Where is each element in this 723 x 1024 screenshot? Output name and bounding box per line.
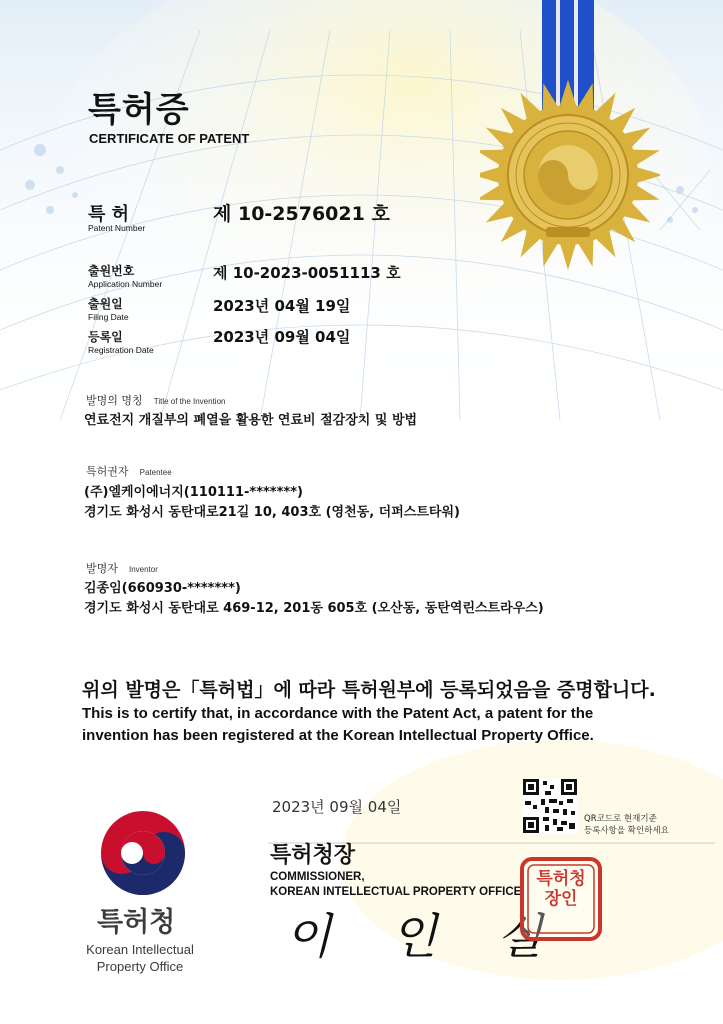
inventor-address: 경기도 화성시 동탄대로 469-12, 201동 605호 (오산동, 동탄역린스트라우스) — [84, 601, 544, 616]
registration-date-label-english: Registration Date — [88, 345, 154, 355]
invention-title: 연료전지 개질부의 폐열을 활용한 연료비 절감장치 및 방법 — [84, 413, 418, 428]
inventor-label: 발명자 — [86, 562, 118, 575]
application-number-label-english: Application Number — [88, 279, 163, 289]
patent-number-label-english: Patent Number — [88, 223, 146, 233]
patentee-address: 경기도 화성시 동탄대로21길 10, 403호 (영천동, 더퍼스트타워) — [84, 505, 460, 520]
commissioner-signature: 이 인 실 — [285, 909, 565, 965]
certification-statement-korean: 위의 발명은「특허법」에 따라 특허원부에 등록되었음을 증명합니다. — [82, 679, 656, 701]
kipo-logo-icon — [97, 807, 189, 899]
patent-number-label: 특 허 — [88, 204, 130, 225]
inventor-name: 김종임(660930-*******) — [84, 581, 241, 596]
certificate-title-english: CERTIFICATE OF PATENT — [89, 131, 250, 146]
commissioner-title-english-line2: KOREAN INTELLECTUAL PROPERTY OFFICE — [270, 886, 522, 898]
inventor-label-english: Inventor — [128, 565, 158, 574]
qr-caption-line1: QR코드로 현재기준 — [584, 814, 657, 824]
commissioner-title-english-line1: COMMISSIONER, — [270, 871, 365, 883]
invention-section-label — [86, 389, 225, 408]
commissioner-title: 특허청장 — [270, 843, 356, 868]
filing-date-label: 출원일 — [88, 297, 123, 311]
filing-date-value: 2023년 04월 19일 — [213, 297, 351, 315]
filing-date-label-english: Filing Date — [88, 312, 129, 322]
application-number-value: 제 10-2023-0051113 호 — [213, 264, 401, 282]
certificate-title: 특허증 — [88, 90, 190, 130]
kipo-name-english-line1: Korean Intellectual — [86, 942, 194, 957]
kipo-name-korean: 특허청 — [97, 907, 176, 938]
patent-number-value: 제 10-2576021 호 — [213, 203, 390, 225]
registration-date-label: 등록일 — [88, 330, 123, 344]
official-seal-stamp — [520, 857, 602, 941]
seal-text: 특허청장인 — [536, 869, 586, 909]
application-number-label: 출원번호 — [88, 264, 135, 278]
patentee-label-english: Patentee — [139, 468, 172, 477]
kipo-name-english-line2: Property Office — [96, 959, 184, 974]
issue-date: 2023년 09월 04일 — [272, 798, 402, 816]
qr-caption-line2: 등록사항을 확인하세요 — [584, 826, 669, 836]
patentee-label: 특허권자 — [86, 465, 129, 478]
registration-date-value: 2023년 09월 04일 — [213, 328, 351, 346]
certification-statement-english-line2: invention has been registered at the Korean Intellectual Property Office. — [82, 727, 594, 744]
invention-label-english: Title of the Invention — [153, 397, 226, 406]
gold-medal-emblem — [480, 0, 660, 275]
patentee-name: (주)엘케이에너지(110111-*******) — [84, 485, 303, 500]
qr-code-icon[interactable] — [523, 779, 577, 833]
inventor-section-label — [86, 557, 158, 576]
certification-statement-english-line1: This is to certify that, in accordance with the Patent Act, a patent for the — [82, 705, 594, 722]
patentee-section-label — [86, 460, 172, 479]
invention-label: 발명의 명칭 — [86, 394, 143, 407]
